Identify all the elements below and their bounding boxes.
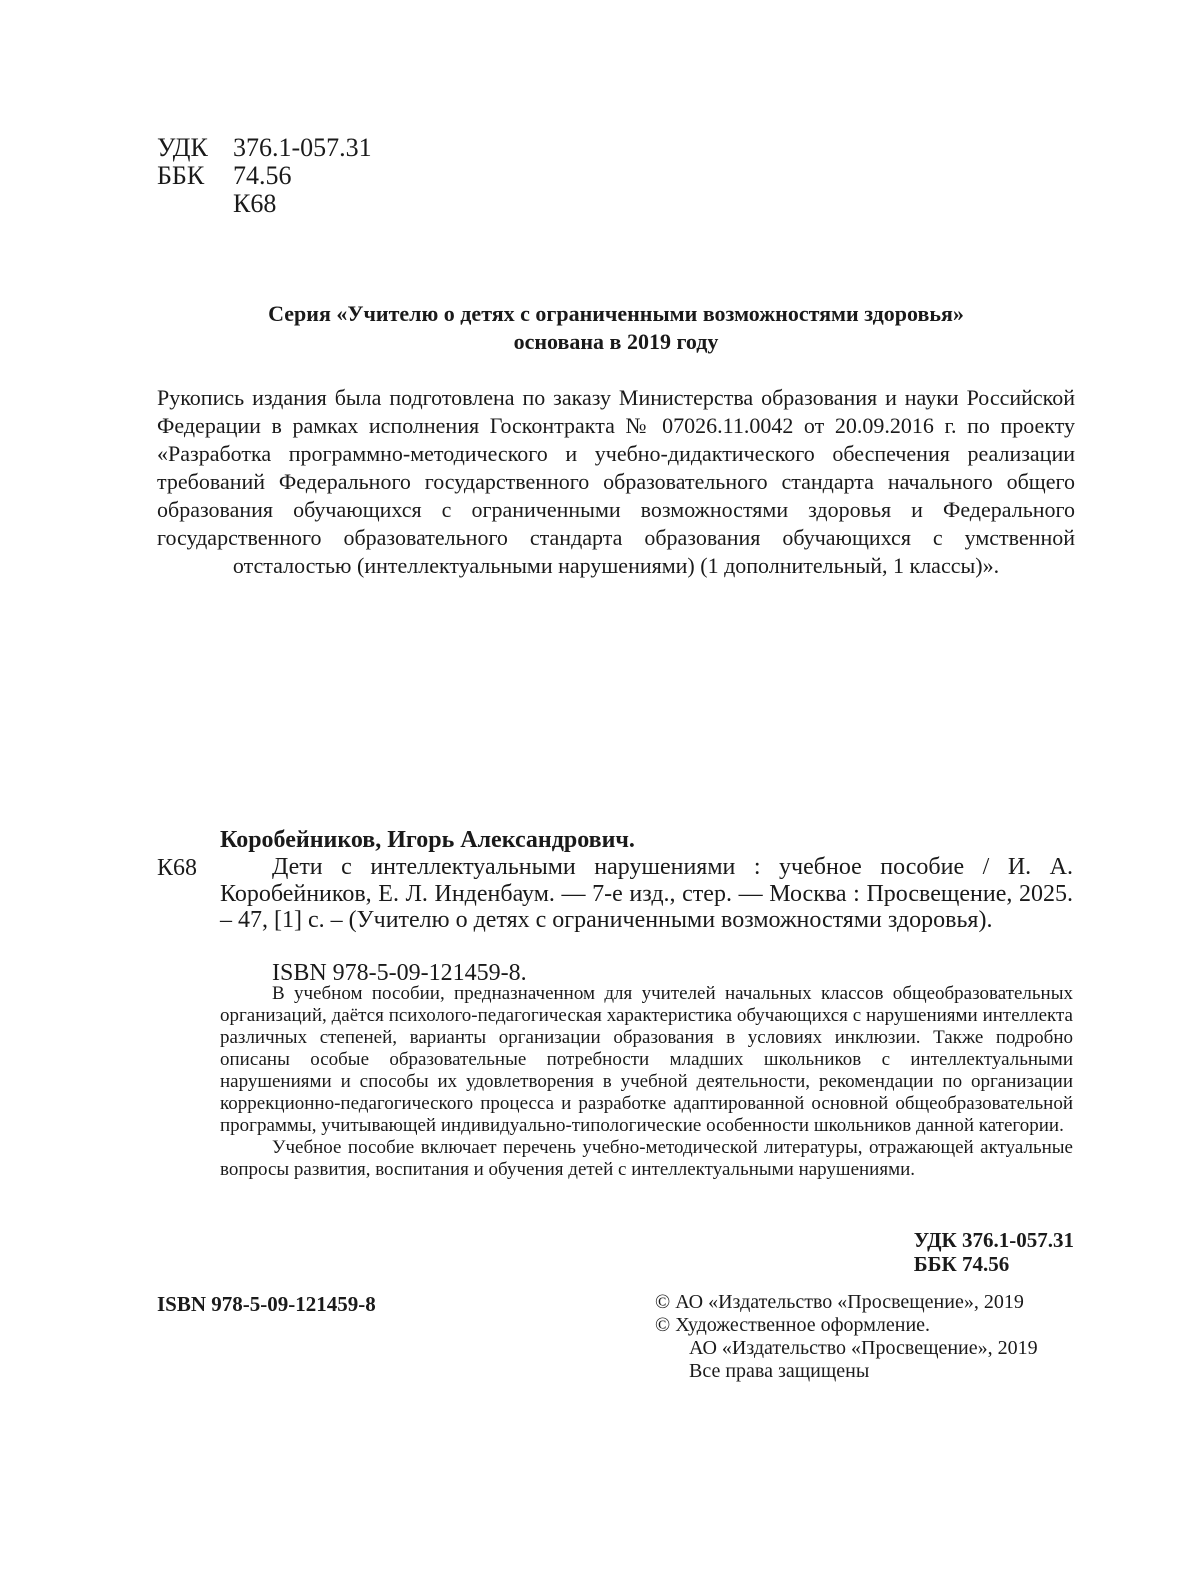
- author-mark: К68: [233, 189, 277, 218]
- udk-label: УДК: [157, 133, 208, 162]
- abstract-paragraph-2: Учебное пособие включает перечень учебно-методической литературы, отражающей актуальные вопросы развития, воспитания и обучения детей с интеллектуальными нарушениями.: [220, 1137, 1073, 1180]
- series-founded: основана в 2019 году: [513, 329, 719, 354]
- copyright-design-holder: АО «Издательство «Просвещение», 2019: [689, 1337, 1038, 1359]
- manuscript-note: [157, 384, 1075, 580]
- classification-block: [157, 134, 372, 218]
- udk-value: 376.1-057.31: [233, 133, 372, 162]
- record-description: Дети с интеллектуальными нарушениями : учебное пособие / И. А. Коробейников, Е. Л. Инденбаум. — 7-е изд., стер. — Москва : Просвещение, 2025. – 47, [1] с. – (Учителю о детях с ограниченными возможностями здоровья).: [220, 854, 1073, 933]
- record-udk: УДК 376.1-057.31: [913, 1228, 1074, 1252]
- udk-row: [157, 134, 372, 162]
- series-heading: [157, 300, 1075, 356]
- record-bbk: ББК 74.56: [913, 1252, 1010, 1276]
- record-isbn: ISBN 978-5-09-121459-8.: [272, 960, 527, 986]
- copyright-publisher: © АО «Издательство «Просвещение», 2019: [655, 1291, 1024, 1313]
- author-mark-row: [157, 190, 372, 218]
- record-classification: [914, 1228, 1074, 1276]
- record-code: К68: [157, 855, 198, 881]
- rights-reserved: Все права защищены: [689, 1360, 870, 1382]
- bbk-value: 74.56: [233, 161, 292, 190]
- manuscript-note-text: Рукопись издания была подготовлена по заказу Министерства образования и науки Российской Федерации в рамках исполнения Госконтракта № 07026.11.0042 от 20.09.2016 г. по проекту «Разработка программно-методического и учебно-дидактического обеспечения реализации требований Федерального государственного образовательного стандарта начального общего образования обучающихся с ограниченными возможностями здоровья и Федерального государственного образовательного стандарта образования обучающихся с умственной отсталостью (интеллектуальными нарушениями) (1 дополнительный, 1 классы)».: [157, 385, 1075, 578]
- record-author: Коробейников, Игорь Александрович.: [220, 827, 635, 853]
- series-title: Серия «Учителю о детях с ограниченными возможностями здоровья»: [268, 301, 964, 326]
- bbk-label: ББК: [157, 161, 205, 190]
- abstract-paragraph-1: В учебном пособии, предназначенном для учителей начальных классов общеобразовательных организаций, даётся психолого-педагогическая характеристика обучающихся с нарушениями интеллекта различных степеней, варианты организации образования в условиях инклюзии. Также подробно описаны особые образовательные потребности младших школьников с интеллектуальными нарушениями и способы их удовлетворения в учебной деятельности, рекомендации по организации коррекционно-педагогического процесса и разработке адаптированной основной общеобразовательной программы, учитывающей индивидуально-типологические особенности школьников данной категории.: [220, 983, 1073, 1136]
- copyright-block: [655, 1291, 1075, 1383]
- record-abstract: [220, 983, 1073, 1181]
- bbk-row: [157, 162, 372, 190]
- copyright-design: © Художественное оформление.: [655, 1314, 931, 1336]
- footer-isbn: ISBN 978-5-09-121459-8: [157, 1292, 376, 1316]
